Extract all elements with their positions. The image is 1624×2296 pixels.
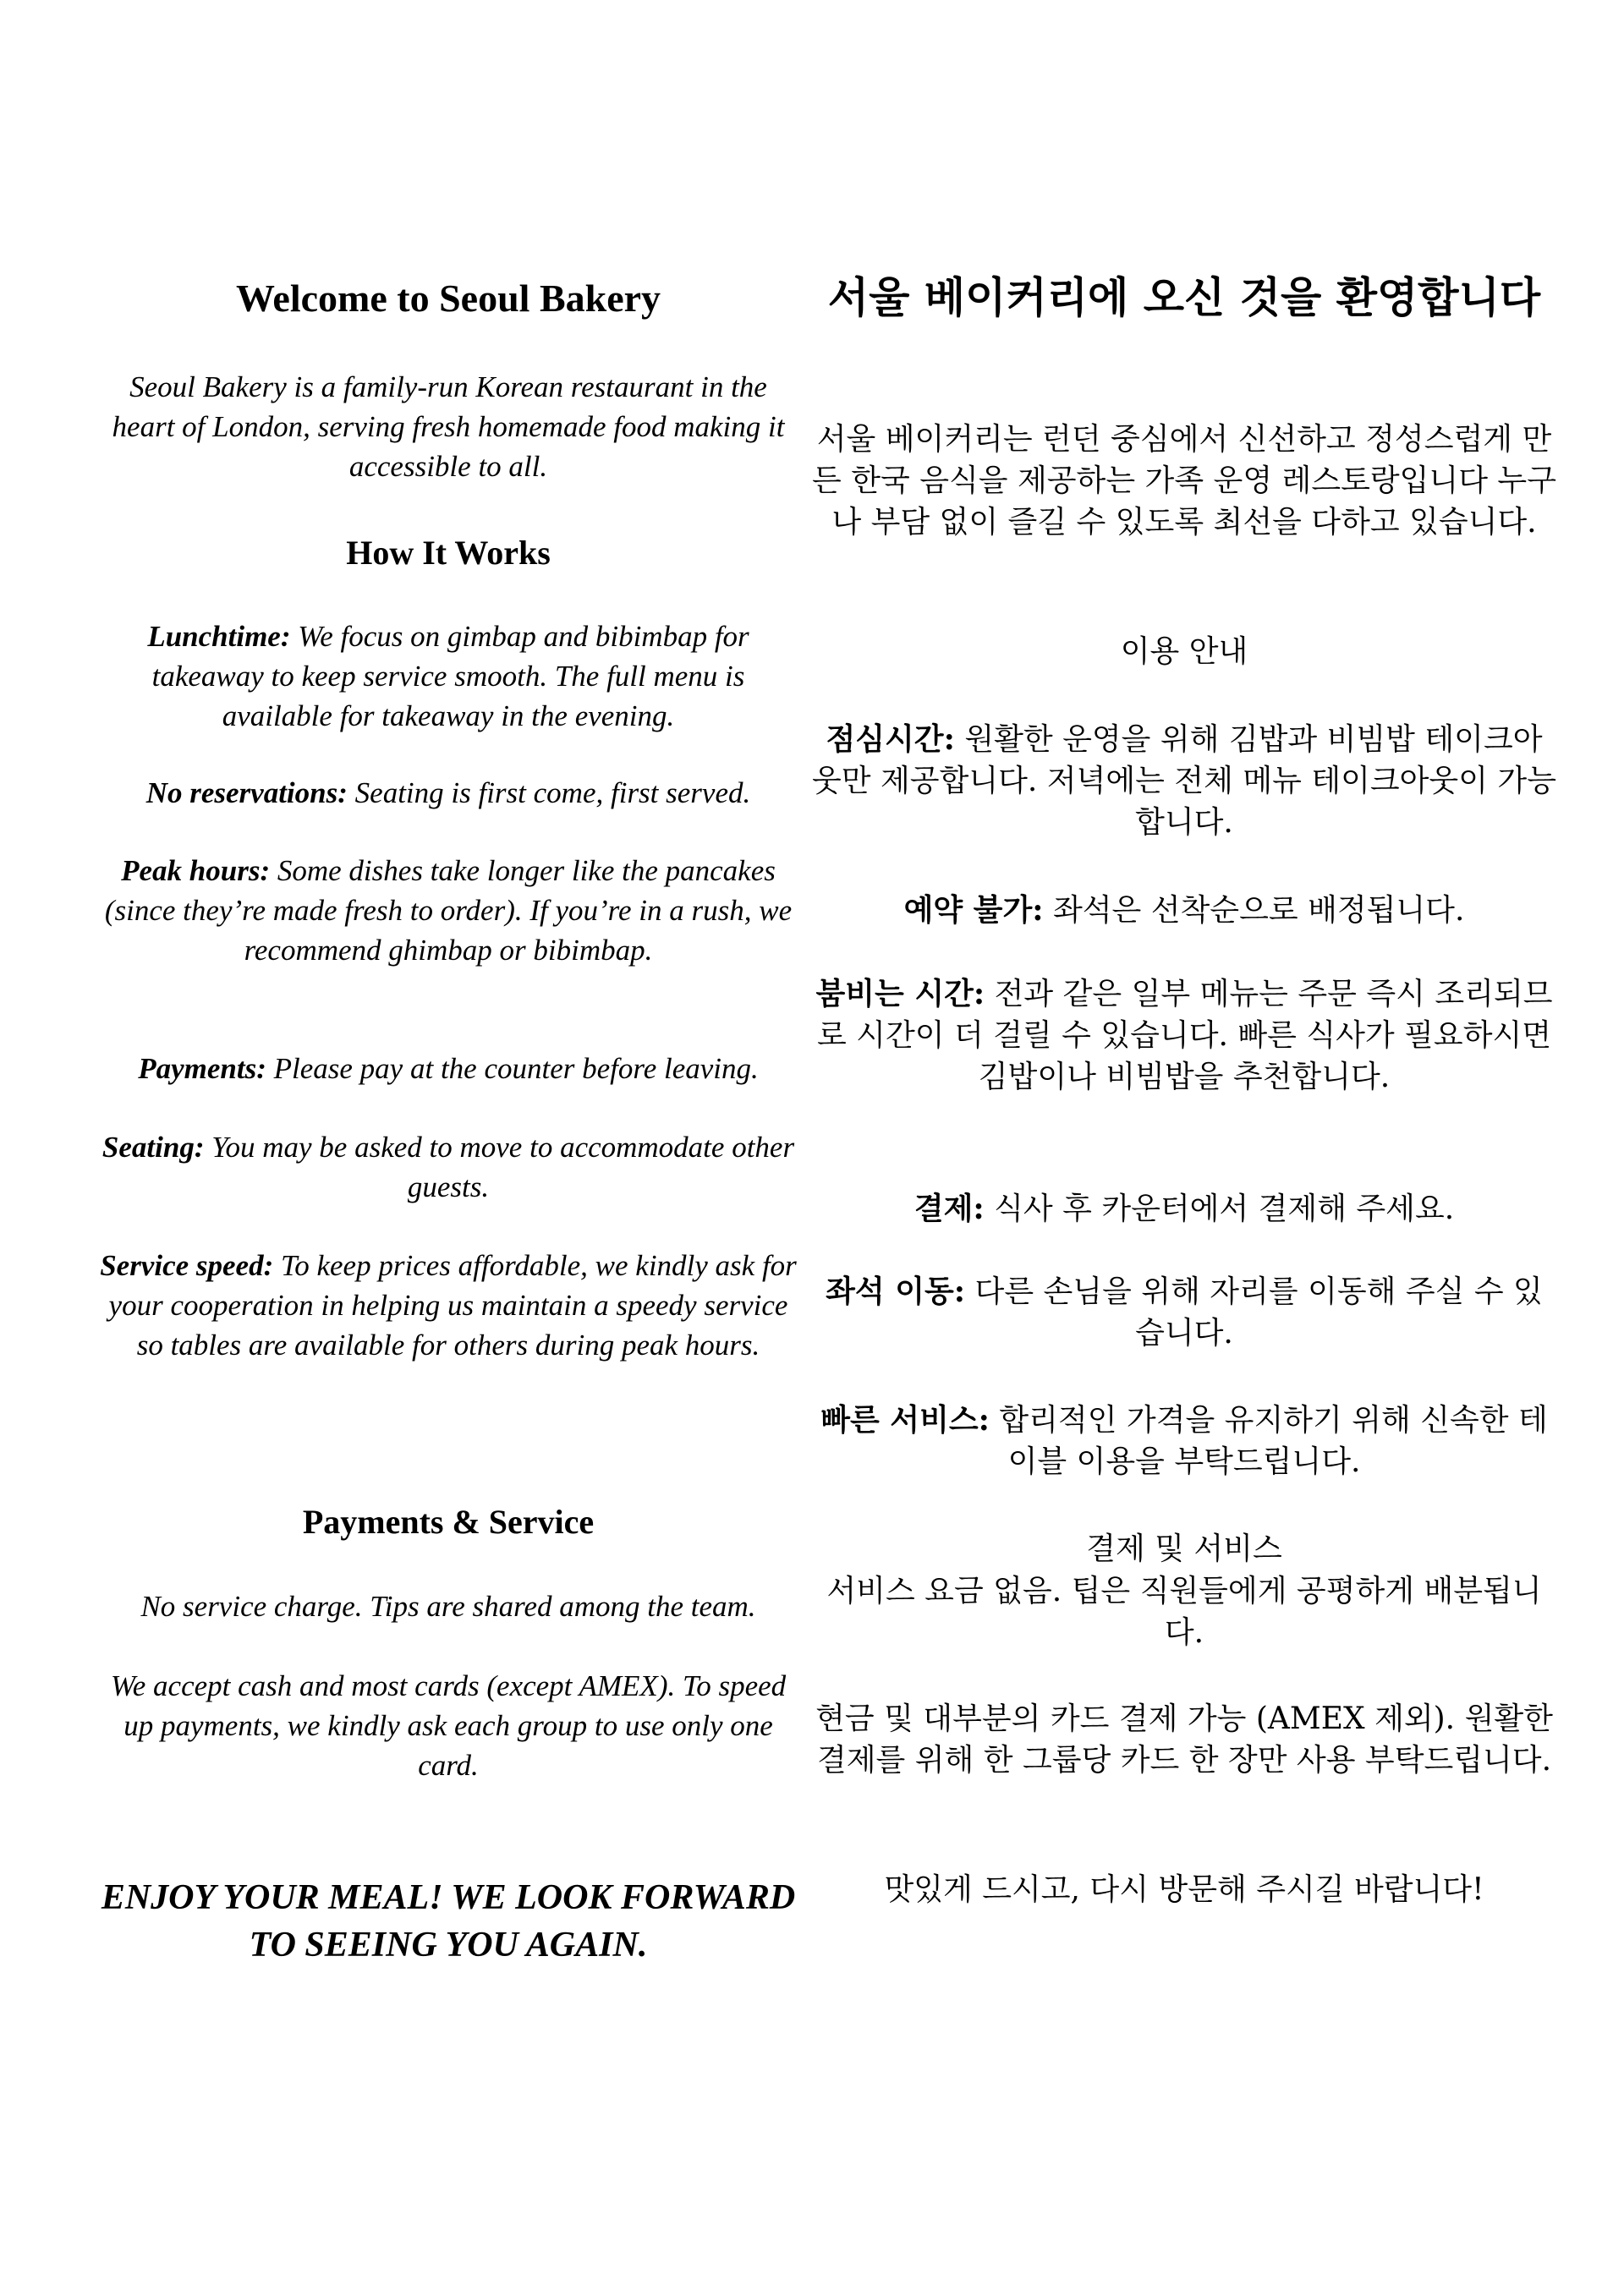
payments-label: Payments: xyxy=(138,1052,266,1085)
korean-service-speed-text: 합리적인 가격을 유지하기 위해 신속한 테이블 이용을 부탁드립니다. xyxy=(989,1403,1548,1479)
reservations-item xyxy=(97,773,799,813)
korean-lunchtime-item xyxy=(812,719,1556,843)
korean-seating-label: 좌석 이동: xyxy=(826,1274,966,1309)
korean-reservations-item xyxy=(812,890,1556,931)
seating-text: You may be asked to move to accommodate other guests. xyxy=(204,1131,795,1203)
seating-item xyxy=(97,1127,799,1207)
cards-text: We accept cash and most cards (except AMEX). To speed up payments, we kindly ask each group to use only one card. xyxy=(110,1669,787,1782)
reservations-label: No reservations: xyxy=(145,776,348,809)
service-speed-label: Service speed: xyxy=(100,1249,274,1282)
reservations-text: Seating is first come, first served. xyxy=(347,776,751,809)
korean-payments-item xyxy=(812,1188,1556,1230)
korean-service-speed-item xyxy=(812,1400,1556,1482)
lunchtime-label: Lunchtime: xyxy=(147,620,291,653)
peak-hours-text: Some dishes take longer like the pancakes (since they’re made fresh to order). If you’re in a rush, we recommend ghimbap or bibimbap. xyxy=(104,854,793,967)
korean-peak-hours-text: 전과 같은 일부 메뉴는 주문 즉시 조리되므로 시간이 더 걸릴 수 있습니다. 빠른 식사가 필요하시면 김밥이나 비빔밥을 추천합니다. xyxy=(816,977,1553,1094)
lunchtime-text: We focus on gimbap and bibimbap for takeaway to keep service smooth. The full menu is available for takeaway in the evening. xyxy=(151,620,749,732)
peak-hours-item xyxy=(97,851,799,970)
service-speed-text: To keep prices affordable, we kindly ask for your cooperation in helping us maintain a speedy service so tables are available for others during peak hours. xyxy=(108,1249,797,1362)
korean-intro-text: 서울 베이커리는 런던 중심에서 신선하고 정성스럽게 만든 한국 음식을 제공하는 가족 운영 레스토랑입니다 누구나 부담 없이 즐길 수 있도록 최선을 다하고 있습니다. xyxy=(812,422,1556,540)
korean-how-it-works-heading: 이용 안내 xyxy=(1120,634,1248,669)
seating-label: Seating: xyxy=(102,1131,205,1164)
korean-seating-item xyxy=(812,1271,1556,1354)
korean-lunchtime-text: 원활한 운영을 위해 김밥과 비빔밥 테이크아웃만 제공합니다. 저녁에는 전체 메뉴 테이크아웃이 가능합니다. xyxy=(812,722,1556,840)
lunchtime-item xyxy=(97,616,799,736)
korean-lunchtime-label: 점심시간: xyxy=(826,721,955,757)
korean-peak-hours-label: 붐비는 시간: xyxy=(815,976,985,1011)
korean-closing-message: 맛있게 드시고, 다시 방문해 주시길 바랍니다! xyxy=(884,1872,1484,1907)
korean-reservations-label: 예약 불가: xyxy=(903,892,1044,928)
korean-page-title: 서울 베이커리에 오신 것을 환영합니다 xyxy=(827,272,1541,322)
korean-cards-text: 현금 및 대부분의 카드 결제 가능 (AMEX 제외). 원활한 결제를 위해 한 그룹당 카드 한 장만 사용 부탁드립니다. xyxy=(815,1701,1553,1778)
korean-service-charge-text: 서비스 요금 없음. 팁은 직원들에게 공평하게 배분됩니다. xyxy=(826,1574,1542,1650)
korean-reservations-text: 좌석은 선착순으로 배정됩니다. xyxy=(1043,893,1465,928)
korean-service-speed-label: 빠른 서비스: xyxy=(820,1402,990,1438)
korean-peak-hours-item xyxy=(812,973,1556,1098)
peak-hours-label: Peak hours: xyxy=(121,854,271,887)
intro-text: Seoul Bakery is a family-run Korean restaurant in the heart of London, serving fresh homemade food making it accessible to all. xyxy=(112,370,785,483)
korean-seating-text: 다른 손님을 위해 자리를 이동해 주실 수 있습니다. xyxy=(965,1274,1543,1351)
how-it-works-heading: How It Works xyxy=(346,534,551,572)
page-title: Welcome to Seoul Bakery xyxy=(235,277,661,320)
payments-service-heading: Payments & Service xyxy=(302,1503,595,1541)
payments-text: Please pay at the counter before leaving. xyxy=(266,1052,759,1085)
service-charge-text: No service charge. Tips are shared among the team. xyxy=(140,1590,756,1623)
korean-payments-text: 식사 후 카운터에서 결제해 주세요. xyxy=(984,1192,1455,1226)
payments-item xyxy=(97,1049,799,1088)
service-speed-item xyxy=(97,1246,799,1365)
closing-message: ENJOY YOUR MEAL! WE LOOK FORWARD TO SEEING YOU AGAIN. xyxy=(101,1878,796,1964)
korean-payments-service-heading: 결제 및 서비스 xyxy=(1086,1532,1282,1566)
korean-payments-label: 결제: xyxy=(914,1191,985,1226)
